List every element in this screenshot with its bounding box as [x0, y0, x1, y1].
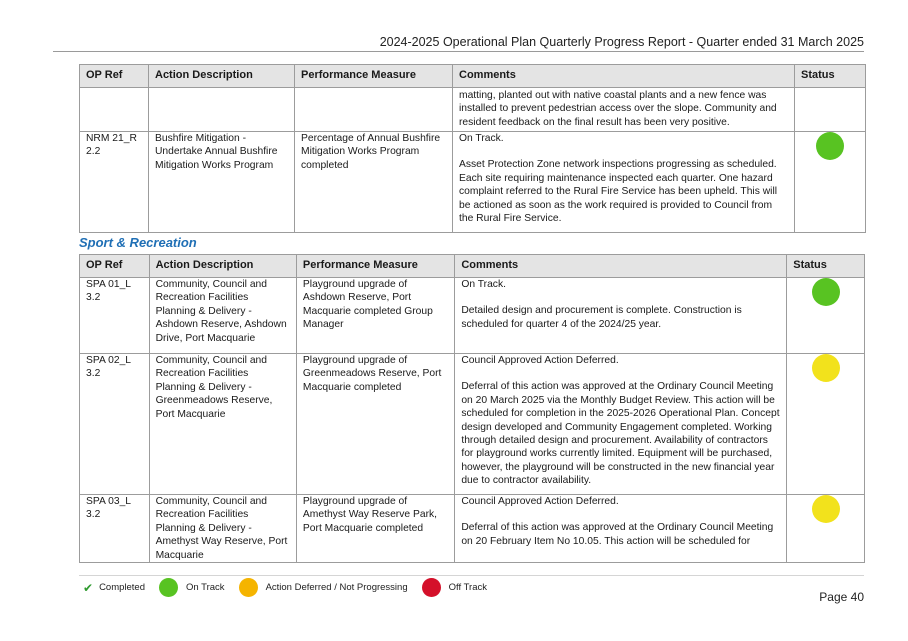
comment-status-line: Council Approved Action Deferred.	[461, 355, 619, 366]
green-circle-icon	[159, 578, 178, 597]
legend-divider	[79, 575, 864, 576]
legend-item-off-track	[422, 578, 487, 597]
column-header-action: Action Description	[149, 65, 295, 88]
column-header-measure: Performance Measure	[295, 65, 453, 88]
comment-detail: Asset Protection Zone network inspections progressing as scheduled. Each site requiring maintenance inspected each quarter. One hazard complaint referred to the Rural Fire Service has been upheld. This will be actioned as soon as the work required is provided to Council from the Rural Fire Service.	[459, 159, 778, 225]
column-header-status: Status	[795, 65, 866, 88]
table-row	[80, 132, 866, 233]
table-header-row	[80, 255, 865, 278]
table-header-row	[80, 65, 866, 88]
op-ref-cell	[80, 88, 149, 132]
measure-cell: Playground upgrade of Ashdown Reserve, Port Macquarie completed Group Manager	[296, 278, 454, 354]
legend-label-on-track: On Track	[186, 582, 225, 593]
checkmark-icon: ✔	[83, 580, 94, 595]
operational-plan-table-sport-recreation	[79, 254, 865, 563]
status-indicator-on-track	[816, 132, 844, 160]
table-row	[80, 278, 865, 354]
column-header-comments: Comments	[453, 65, 795, 88]
measure-cell: Playground upgrade of Amethyst Way Reserve Park, Port Macquarie completed	[296, 495, 454, 563]
legend-item-deferred	[239, 578, 408, 597]
table-row	[80, 88, 866, 132]
comments-cell	[455, 278, 787, 354]
column-header-status: Status	[787, 255, 865, 278]
op-ref-cell: SPA 02_L 3.2	[80, 354, 150, 495]
comment-status-line: On Track.	[459, 133, 504, 144]
measure-cell	[295, 88, 453, 132]
status-indicator-on-track	[812, 278, 840, 306]
legend-label-off-track: Off Track	[448, 582, 487, 593]
status-cell	[795, 132, 866, 233]
comment-status-line: Council Approved Action Deferred.	[461, 496, 619, 507]
legend-label-completed: Completed	[99, 582, 146, 593]
comments-cell	[455, 354, 787, 495]
header-divider	[53, 51, 864, 52]
legend-item-completed	[83, 581, 145, 595]
action-cell: Community, Council and Recreation Facilities Planning & Delivery - Greenmeadows Reserve, Port Macquarie	[149, 354, 296, 495]
op-ref-cell: SPA 03_L 3.2	[80, 495, 150, 563]
status-cell	[787, 278, 865, 354]
section-heading: Sport & Recreation	[79, 235, 197, 250]
report-header-title: 2024-2025 Operational Plan Quarterly Progress Report - Quarter ended 31 March 2025	[379, 35, 864, 49]
comments-cell	[455, 495, 787, 563]
legend-label-deferred: Action Deferred / Not Progressing	[265, 582, 408, 593]
status-legend	[83, 578, 501, 597]
amber-circle-icon	[239, 578, 258, 597]
op-ref-cell: SPA 01_L 3.2	[80, 278, 150, 354]
page-number: Page 40	[819, 590, 864, 604]
status-cell	[787, 354, 865, 495]
legend-item-on-track	[159, 578, 225, 597]
comment-status-line: On Track.	[461, 279, 506, 290]
column-header-comments: Comments	[455, 255, 787, 278]
action-cell: Community, Council and Recreation Facilities Planning & Delivery - Amethyst Way Reserve, Port Macquarie	[149, 495, 296, 563]
red-circle-icon	[422, 578, 441, 597]
status-cell	[795, 88, 866, 132]
measure-cell: Percentage of Annual Bushfire Mitigation Works Program completed	[295, 132, 453, 233]
op-ref-cell: NRM 21_R 2.2	[80, 132, 149, 233]
status-indicator-deferred	[812, 354, 840, 382]
action-cell	[149, 88, 295, 132]
comments-cell: matting, planted out with native coastal plants and a new fence was installed to prevent pedestrian access over the slope. Community and resident feedback on the final result has been very positive.	[453, 88, 795, 132]
status-indicator-deferred	[812, 495, 840, 523]
column-header-op-ref: OP Ref	[80, 65, 149, 88]
table-row	[80, 495, 865, 563]
column-header-measure: Performance Measure	[296, 255, 454, 278]
column-header-action: Action Description	[149, 255, 296, 278]
comment-detail: Deferral of this action was approved at the Ordinary Council Meeting on 20 March 2025 via the Monthly Budget Review. This action will be scheduled for completion in the 2025-2026 Operational Plan. Concept design developed and Community Engagement completed. Working through detailed design and procurement. Availability of contractors for playground works currently limited. Equipment will be purchased, however, the playground will be constructed in the new financial year due to contractor availability.	[461, 381, 780, 487]
operational-plan-table-natural-resources	[79, 64, 866, 233]
status-cell	[787, 495, 865, 563]
action-cell: Community, Council and Recreation Facilities Planning & Delivery - Ashdown Reserve, Ashdown Drive, Port Macquarie	[149, 278, 296, 354]
comment-detail: Deferral of this action was approved at the Ordinary Council Meeting on 20 February Item No 10.05. This action will be scheduled for	[461, 522, 774, 547]
comments-cell	[453, 132, 795, 233]
action-cell: Bushfire Mitigation - Undertake Annual Bushfire Mitigation Works Program	[149, 132, 295, 233]
measure-cell: Playground upgrade of Greenmeadows Reserve, Port Macquarie completed	[296, 354, 454, 495]
table-row	[80, 354, 865, 495]
column-header-op-ref: OP Ref	[80, 255, 150, 278]
comment-detail: Detailed design and procurement is complete. Construction is scheduled for quarter 4 of the 2024/25 year.	[461, 305, 742, 330]
